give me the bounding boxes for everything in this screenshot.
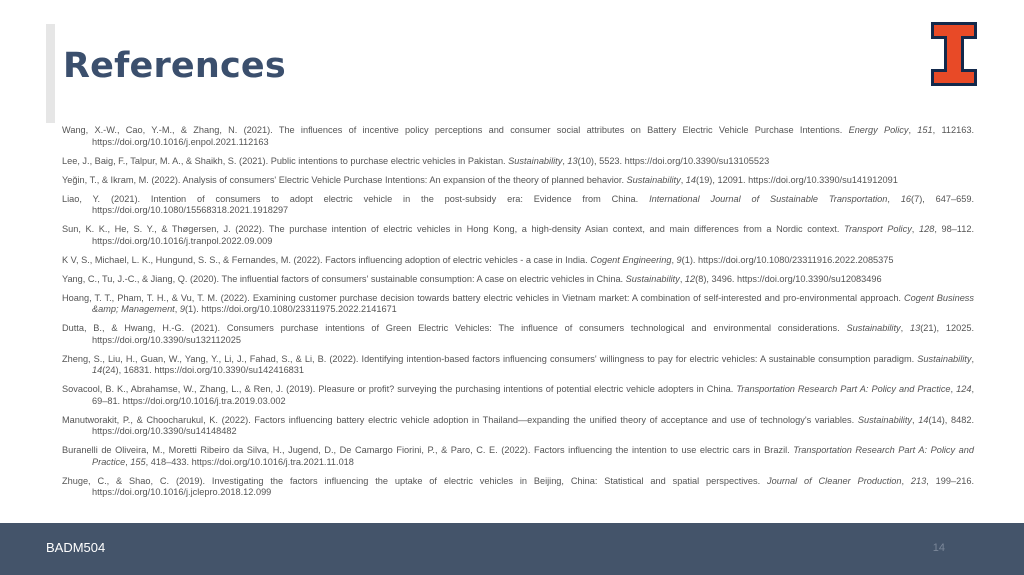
reference-journal: Cogent Engineering bbox=[590, 254, 672, 265]
reference-authors-title: Dutta, B., & Hwang, H.-G. (2021). Consumers purchase intentions of Green Electric Vehicles: The influence of consumers technological and environmental considerations. bbox=[62, 323, 847, 333]
reference-item bbox=[62, 293, 974, 316]
reference-volume: 13 bbox=[567, 155, 578, 166]
reference-journal: Sustainability bbox=[917, 353, 972, 364]
reference-pages-doi: , 112163. https://doi.org/10.1016/j.enpol.2021.112163 bbox=[92, 125, 974, 147]
reference-pages-doi: , 98–112. https://doi.org/10.1016/j.tranpol.2022.09.009 bbox=[92, 224, 975, 246]
reference-pages-doi: (21), 12025. https://doi.org/10.3390/su132112025 bbox=[92, 323, 975, 345]
reference-volume: 16 bbox=[900, 193, 912, 204]
reference-separator: , bbox=[887, 193, 901, 204]
reference-volume: 14 bbox=[685, 174, 697, 185]
reference-journal: Sustainability bbox=[846, 323, 901, 333]
reference-journal: Cogent Business &amp; Management bbox=[92, 292, 974, 314]
reference-journal: Sustainability bbox=[857, 414, 912, 425]
reference-item bbox=[62, 255, 974, 267]
reference-separator: , bbox=[901, 475, 911, 486]
reference-pages-doi: , 199–216. https://doi.org/10.1016/j.jclepro.2018.12.099 bbox=[92, 475, 974, 497]
reference-separator: , bbox=[679, 273, 685, 284]
reference-item bbox=[62, 175, 974, 187]
reference-journal: Journal of Cleaner Production bbox=[767, 475, 902, 486]
reference-authors-title: Hoang, T. T., Pham, T. H., & Vu, T. M. (2022). Examining customer purchase decision towards battery electric vehicles in Vietnam market: A combination of self-interested and pro-environmental approach. bbox=[62, 292, 905, 303]
reference-volume: 128 bbox=[918, 224, 935, 234]
reference-journal: International Journal of Sustainable Transportation bbox=[649, 193, 888, 204]
reference-pages-doi: (10), 5523. https://doi.org/10.3390/su13105523 bbox=[577, 155, 770, 166]
reference-item bbox=[62, 384, 974, 407]
reference-authors-title: Lee, J., Baig, F., Talpur, M. A., & Shaikh, S. (2021). Public intentions to purchase electric vehicles in Pakistan. bbox=[62, 155, 509, 166]
reference-separator: , bbox=[950, 384, 957, 394]
reference-volume: 13 bbox=[909, 323, 921, 333]
reference-volume: 9 bbox=[179, 304, 185, 314]
reference-authors-title: Buranelli de Oliveira, M., Moretti Ribeiro da Silva, H., Jugend, D., De Camargo Fiorini, P., & Paro, C. E. (2022). Factors influencing the intention to use electric cars in Brazil. bbox=[62, 445, 794, 455]
reference-pages-doi: (24), 16831. https://doi.org/10.3390/su142416831 bbox=[102, 365, 305, 375]
reference-authors-title: Sovacool, B. K., Abrahamse, W., Zhang, L., & Ren, J. (2019). Pleasure or profit? surveying the purchasing intentions of potential electric vehicle adopters in China. bbox=[62, 384, 737, 394]
reference-volume: 12 bbox=[684, 273, 696, 284]
reference-volume: 155 bbox=[130, 456, 146, 467]
reference-journal: Sustainability bbox=[626, 174, 681, 185]
reference-pages-doi: , 69–81. https://doi.org/10.1016/j.tra.2019.03.002 bbox=[92, 384, 975, 406]
reference-authors-title: Wang, X.-W., Cao, Y.-M., & Zhang, N. (2021). The influences of incentive policy perceptions and consumer social attributes on Battery Electric Vehicle Purchase Intentions. bbox=[62, 125, 849, 135]
reference-list bbox=[62, 125, 974, 506]
reference-pages-doi: (14), 8482. https://doi.org/10.3390/su14148482 bbox=[92, 414, 975, 436]
reference-separator: , bbox=[911, 224, 919, 234]
footer-bar bbox=[0, 523, 1024, 575]
reference-journal: Transportation Research Part A: Policy and Practice bbox=[736, 384, 951, 394]
reference-separator: , bbox=[562, 155, 568, 166]
reference-volume: 9 bbox=[676, 254, 682, 265]
reference-item bbox=[62, 274, 974, 286]
reference-pages-doi: (19), 12091. https://doi.org/10.3390/su141912091 bbox=[696, 174, 898, 185]
reference-authors-title: Manutworakit, P., & Choocharukul, K. (2022). Factors influencing battery electric vehicle adoption in Thailand—expanding the unified theory of acceptance and use of technology's variables. bbox=[62, 414, 858, 425]
reference-volume: 14 bbox=[918, 414, 929, 425]
reference-authors-title: K V, S., Michael, L. K., Hungund, S. S., & Fernandes, M. (2022). Factors influencing adoption of electric vehicles - a case in India. bbox=[62, 254, 591, 265]
reference-separator: , bbox=[911, 414, 919, 425]
reference-authors-title: Zhuge, C., & Shao, C. (2019). Investigating the factors influencing the uptake of electric vehicles in Beijing, China: Statistical and spatial perspectives. bbox=[62, 475, 768, 486]
reference-authors-title: Yang, C., Tu, J.-C., & Jiang, Q. (2020). The influential factors of consumers' sustainable consumption: A case on electric vehicles in China. bbox=[62, 273, 626, 284]
reference-item bbox=[62, 224, 974, 247]
reference-volume: 151 bbox=[917, 125, 933, 135]
title-accent-bar bbox=[46, 24, 55, 123]
reference-pages-doi: (1). https://doi.org/10.1080/23311916.2022.2085375 bbox=[681, 254, 894, 265]
reference-journal: Transportation Research Part A: Policy and Practice bbox=[92, 445, 975, 467]
reference-authors-title: Sun, K. K., He, S. Y., & Thøgersen, J. (2022). The purchase intention of electric vehicles in Hong Kong, a high-density Asian context, and main differences from a Nordic context. bbox=[62, 224, 845, 234]
reference-separator: , bbox=[174, 304, 180, 314]
reference-pages-doi: (7), 647–659. https://doi.org/10.1080/15568318.2021.1918297 bbox=[92, 193, 974, 215]
reference-item bbox=[62, 156, 974, 168]
block-i-logo bbox=[931, 22, 977, 86]
reference-separator: , bbox=[680, 174, 686, 185]
reference-pages-doi: (8), 3496. https://doi.org/10.3390/su12083496 bbox=[695, 273, 882, 284]
reference-volume: 213 bbox=[910, 475, 927, 486]
slide-title: References bbox=[63, 46, 286, 86]
page-number: 14 bbox=[932, 542, 945, 554]
reference-authors-title: Yeğin, T., & Ikram, M. (2022). Analysis of consumers' Electric Vehicle Purchase Intentions: An expansion of the theory of planned behavior. bbox=[62, 174, 627, 185]
reference-separator: , bbox=[125, 456, 131, 467]
reference-pages-doi: (1). https://doi.org/10.1080/23311975.2022.2141671 bbox=[184, 304, 397, 314]
reference-pages-doi: , 418–433. https://doi.org/10.1016/j.tra.2021.11.018 bbox=[145, 456, 354, 467]
reference-authors-title: Zheng, S., Liu, H., Guan, W., Yang, Y., Li, J., Fahad, S., & Li, B. (2022). Identifying intention-based factors influencing consumers' willingness to pay for electric vehicles: A sustainable consumption paradigm. bbox=[62, 353, 918, 364]
reference-volume: 14 bbox=[92, 365, 103, 375]
reference-item bbox=[62, 445, 974, 468]
reference-authors-title: Liao, Y. (2021). Intention of consumers to adopt electric vehicle in the post-subsidy era: Evidence from China. bbox=[62, 193, 650, 204]
reference-item bbox=[62, 323, 974, 346]
reference-journal: Energy Policy bbox=[848, 125, 909, 135]
reference-journal: Transport Policy bbox=[844, 224, 912, 234]
reference-item bbox=[62, 476, 974, 499]
reference-separator: , bbox=[971, 353, 974, 364]
reference-volume: 124 bbox=[956, 384, 972, 394]
reference-item bbox=[62, 194, 974, 217]
reference-journal: Sustainability bbox=[625, 273, 680, 284]
reference-journal: Sustainability bbox=[508, 155, 563, 166]
reference-item bbox=[62, 125, 974, 148]
reference-separator: , bbox=[908, 125, 918, 135]
reference-separator: , bbox=[671, 254, 677, 265]
reference-item bbox=[62, 354, 974, 377]
course-code: BADM504 bbox=[46, 540, 106, 555]
reference-item bbox=[62, 415, 974, 438]
reference-separator: , bbox=[900, 323, 910, 333]
